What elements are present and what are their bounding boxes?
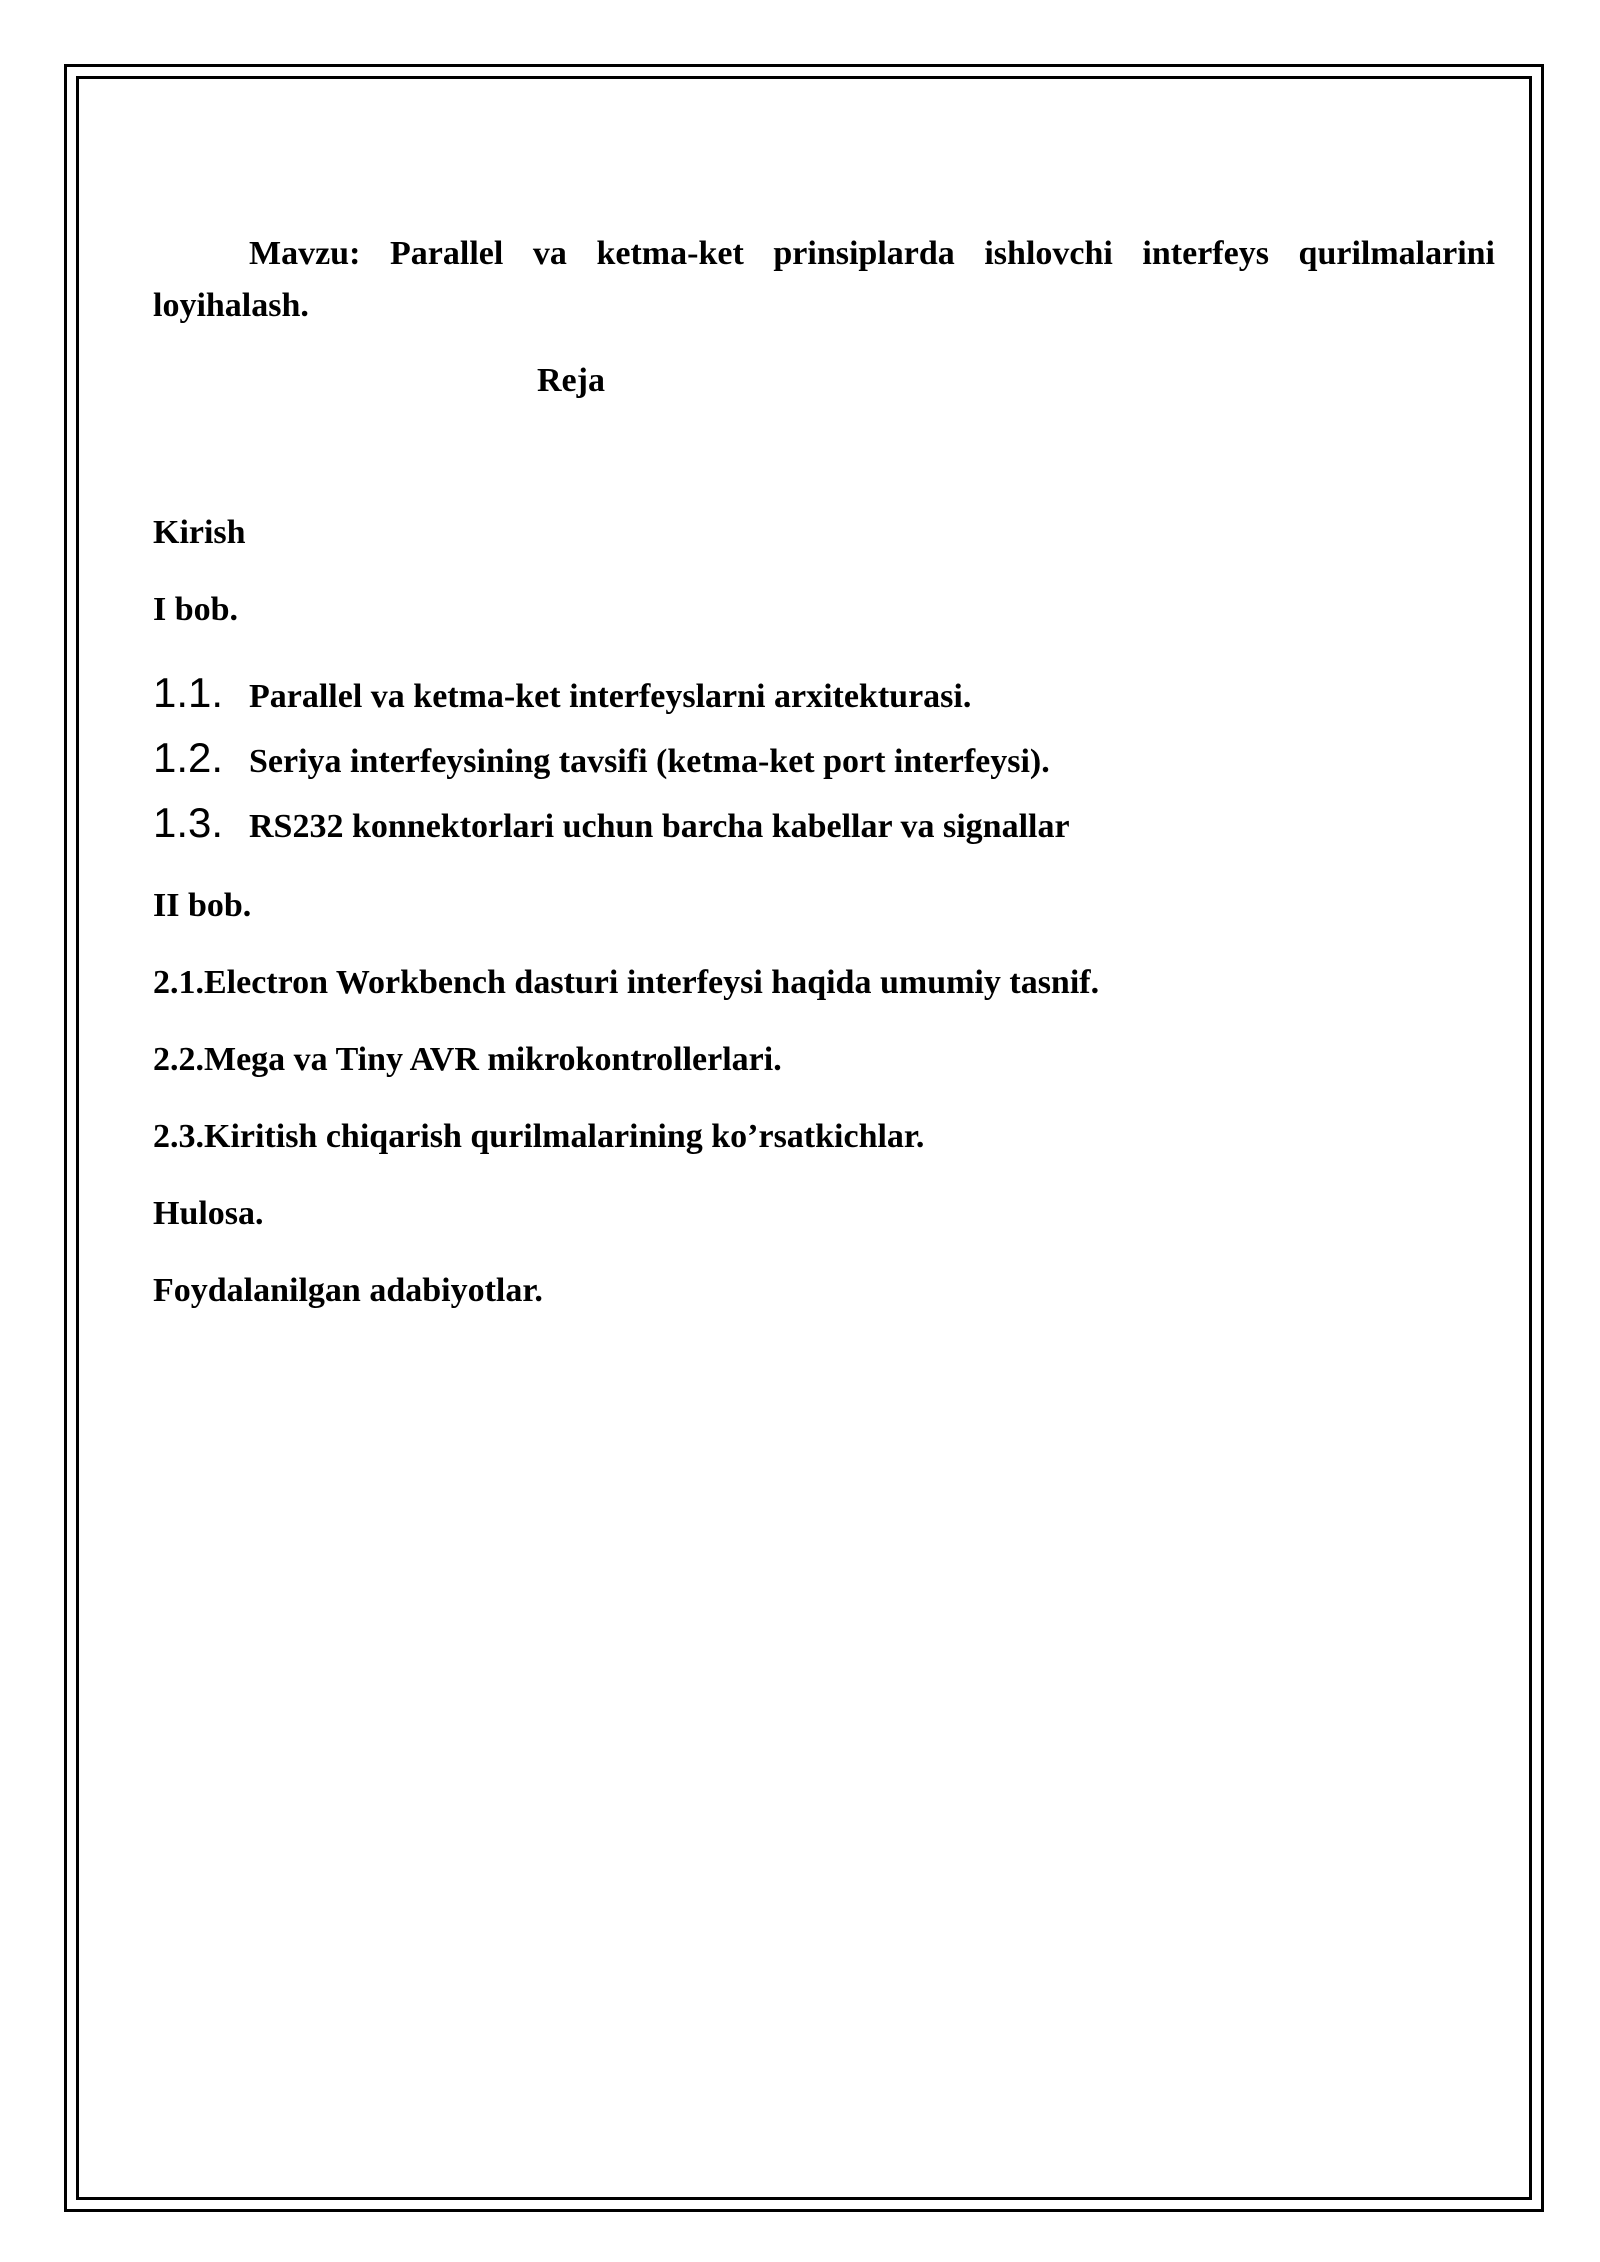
chapter-2-item: 2.1.Electron Workbench dasturi interfeysi haqida umumiy tasnif.	[153, 964, 1100, 1001]
item-number: 1.1.	[153, 669, 224, 716]
item-number: 1.3.	[153, 799, 224, 846]
intro-item: Kirish	[153, 514, 246, 551]
chapter-1-item	[153, 665, 971, 725]
chapter-2-item: 2.3.Kiritish chiqarish qurilmalarining ko’rsatkichlar.	[153, 1118, 925, 1155]
chapter-2-heading: II bob.	[153, 887, 252, 924]
references-item: Foydalanilgan adabiyotlar.	[153, 1272, 543, 1309]
topic-paragraph: Mavzu: Parallel va ketma-ket prinsiplarda ishlovchi interfeys qurilmalarini loyihalash.	[153, 235, 1495, 324]
item-number: 1.2.	[153, 734, 224, 781]
item-text: RS232 konnektorlari uchun barcha kabellar va signallar	[249, 808, 1070, 845]
chapter-1-item	[153, 795, 1070, 855]
chapter-2-item: 2.2.Mega va Tiny AVR mikrokontrollerlari.	[153, 1041, 782, 1078]
conclusion-item: Hulosa.	[153, 1195, 264, 1232]
plan-heading: Reja	[537, 362, 605, 399]
item-text: Seriya interfeysining tavsifi (ketma-ket port interfeysi).	[249, 743, 1050, 780]
item-text: Parallel va ketma-ket interfeyslarni arxitekturasi.	[249, 678, 972, 715]
chapter-1-item	[153, 730, 1050, 790]
chapter-1-heading: I bob.	[153, 591, 239, 628]
